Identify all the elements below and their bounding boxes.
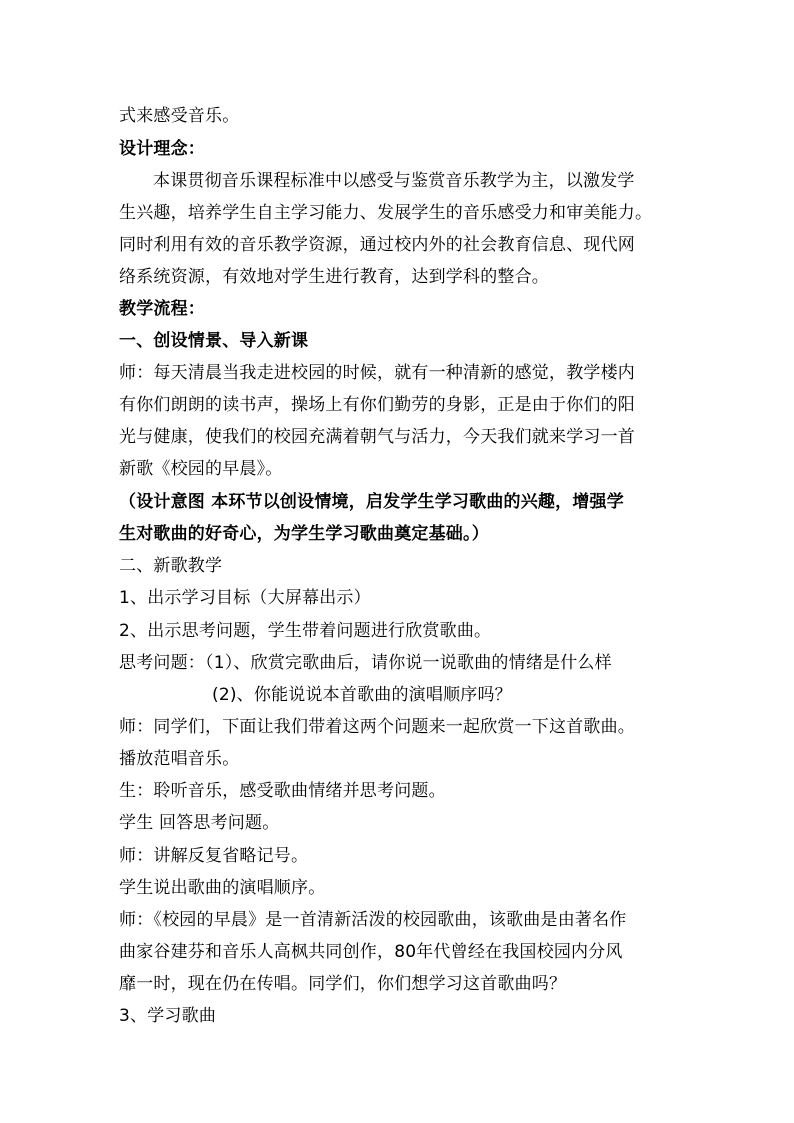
text-line: 有你们朗朗的读书声，操场上有你们勤劳的身影，正是由于你们的阳 xyxy=(119,395,635,415)
text-line: 学生 回答思考问题。 xyxy=(119,813,280,833)
design-intent-note: （设计意图 本环节以创设情境，启发学生学习歌曲的兴趣，增强学 xyxy=(119,492,624,512)
list-item: 3、学习歌曲 xyxy=(119,1006,217,1026)
text-line: 曲家谷建芬和音乐人高枫共同创作，80年代曾经在我国校园内分风 xyxy=(119,942,623,962)
text-line: 同时利用有效的音乐教学资源，通过校内外的社会教育信息、现代网 xyxy=(119,235,635,255)
section-heading-design-concept: 设计理念： xyxy=(119,139,205,159)
text-line: 生：聆听音乐，感受歌曲情绪并思考问题。 xyxy=(119,781,446,801)
text-line: 生兴趣，培养学生自主学习能力、发展学生的音乐感受力和审美能力。 xyxy=(119,203,653,223)
text-line: 光与健康，使我们的校园充满着朝气与活力，今天我们就来学习一首 xyxy=(119,427,635,447)
text-line: 播放范唱音乐。 xyxy=(119,749,240,769)
section-heading-intro: 一、创设情景、导入新课 xyxy=(119,331,309,351)
text-line: 本课贯彻音乐课程标准中以感受与鉴赏音乐教学为主，以激发学 xyxy=(153,171,635,191)
section-heading-teaching-process: 教学流程： xyxy=(119,299,205,319)
text-line: 师：讲解反复省略记号。 xyxy=(119,846,309,866)
list-item: 1、出示学习目标（大屏幕出示） xyxy=(119,588,371,608)
list-item: 2、出示思考问题，学生带着问题进行欣赏歌曲。 xyxy=(119,621,492,641)
question-line: 思考问题：（1）、欣赏完歌曲后，请你说一说歌曲的情绪是什么样 xyxy=(119,653,612,673)
text-line: 师：每天清晨当我走进校园的时候，就有一种清新的感觉，教学楼内 xyxy=(119,363,635,383)
section-heading-new-song: 二、新歌教学 xyxy=(119,556,223,576)
text-line: 络系统资源，有效地对学生进行教育，达到学科的整合。 xyxy=(119,267,549,287)
text-line: 学生说出歌曲的演唱顺序。 xyxy=(119,878,326,898)
design-intent-note: 生对歌曲的好奇心，为学生学习歌曲奠定基础。） xyxy=(119,524,489,544)
text-line: 新歌《校园的早晨》。 xyxy=(119,459,283,479)
text-line: 式来感受音乐。 xyxy=(119,106,240,126)
text-line: 靡一时，现在仍在传唱。同学们，你们想学习这首歌曲吗？ xyxy=(119,974,567,994)
text-line: 师：同学们，下面让我们带着这两个问题来一起欣赏一下这首歌曲。 xyxy=(119,717,635,737)
question-line: (2)、你能说说本首歌曲的演唱顺序吗？ xyxy=(212,685,512,705)
text-line: 师：《校园的早晨》是一首清新活泼的校园歌曲，该歌曲是由著名作 xyxy=(119,910,627,930)
